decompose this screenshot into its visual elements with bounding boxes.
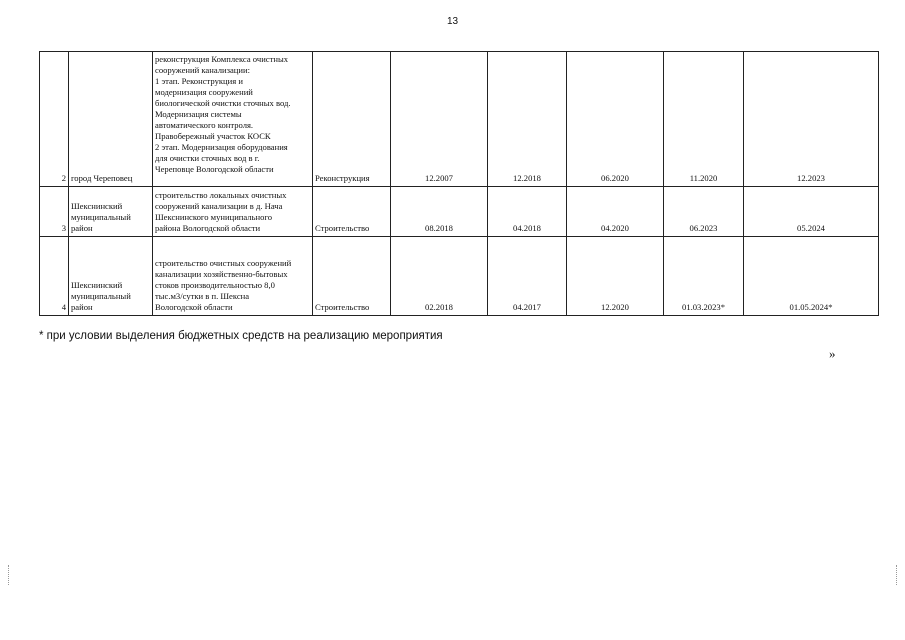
right-margin-mark xyxy=(896,565,898,585)
date-cell: 04.2017 xyxy=(488,237,567,316)
row-number-cell: 3 xyxy=(40,187,69,237)
date-cell: 02.2018 xyxy=(391,237,488,316)
date-cell: 01.05.2024* xyxy=(744,237,879,316)
object-cell: строительство локальных очистных сооружений канализации в д. Нача Шекснинского муниципального района Вологодской области xyxy=(153,187,313,237)
date-cell: 06.2020 xyxy=(567,52,664,187)
table-row xyxy=(40,187,879,237)
district-cell: Шекснинский муниципальный район xyxy=(69,187,153,237)
object-cell: реконструкция Комплекса очистных сооружений канализации: 1 этап. Реконструкция и модернизация сооружений биологической очистки сточных вод. Модернизация системы автоматического контроля. Правобережный участок КОСК 2 этап. Модернизация оборудования для очистки сточных вод в г. Череповце Вологодской области xyxy=(153,52,313,187)
work-type-cell: Реконструкция xyxy=(313,52,391,187)
date-cell: 04.2020 xyxy=(567,187,664,237)
district-cell: Шекснинский муниципальный район xyxy=(69,237,153,316)
date-cell: 11.2020 xyxy=(664,52,744,187)
date-cell: 06.2023 xyxy=(664,187,744,237)
date-cell: 12.2023 xyxy=(744,52,879,187)
row-number-cell: 4 xyxy=(40,237,69,316)
date-cell: 04.2018 xyxy=(488,187,567,237)
date-cell: 01.03.2023* xyxy=(664,237,744,316)
district-cell: город Череповец xyxy=(69,52,153,187)
table-row xyxy=(40,237,879,316)
closing-quote: » xyxy=(829,346,836,361)
date-cell: 08.2018 xyxy=(391,187,488,237)
projects-table xyxy=(39,51,879,316)
date-cell: 12.2007 xyxy=(391,52,488,187)
table-row xyxy=(40,52,879,187)
page-number: 13 xyxy=(446,16,459,27)
work-type-cell: Строительство xyxy=(313,187,391,237)
date-cell: 05.2024 xyxy=(744,187,879,237)
object-cell: строительство очистных сооружений канализации хозяйственно-бытовых стоков производительностью 8,0 тыс.м3/сутки в п. Шексна Вологодской области xyxy=(153,237,313,316)
date-cell: 12.2020 xyxy=(567,237,664,316)
left-margin-mark xyxy=(8,565,10,585)
work-type-cell: Строительство xyxy=(313,237,391,316)
row-number-cell: 2 xyxy=(40,52,69,187)
footnote: * при условии выделения бюджетных средств на реализацию мероприятия xyxy=(39,330,443,342)
date-cell: 12.2018 xyxy=(488,52,567,187)
